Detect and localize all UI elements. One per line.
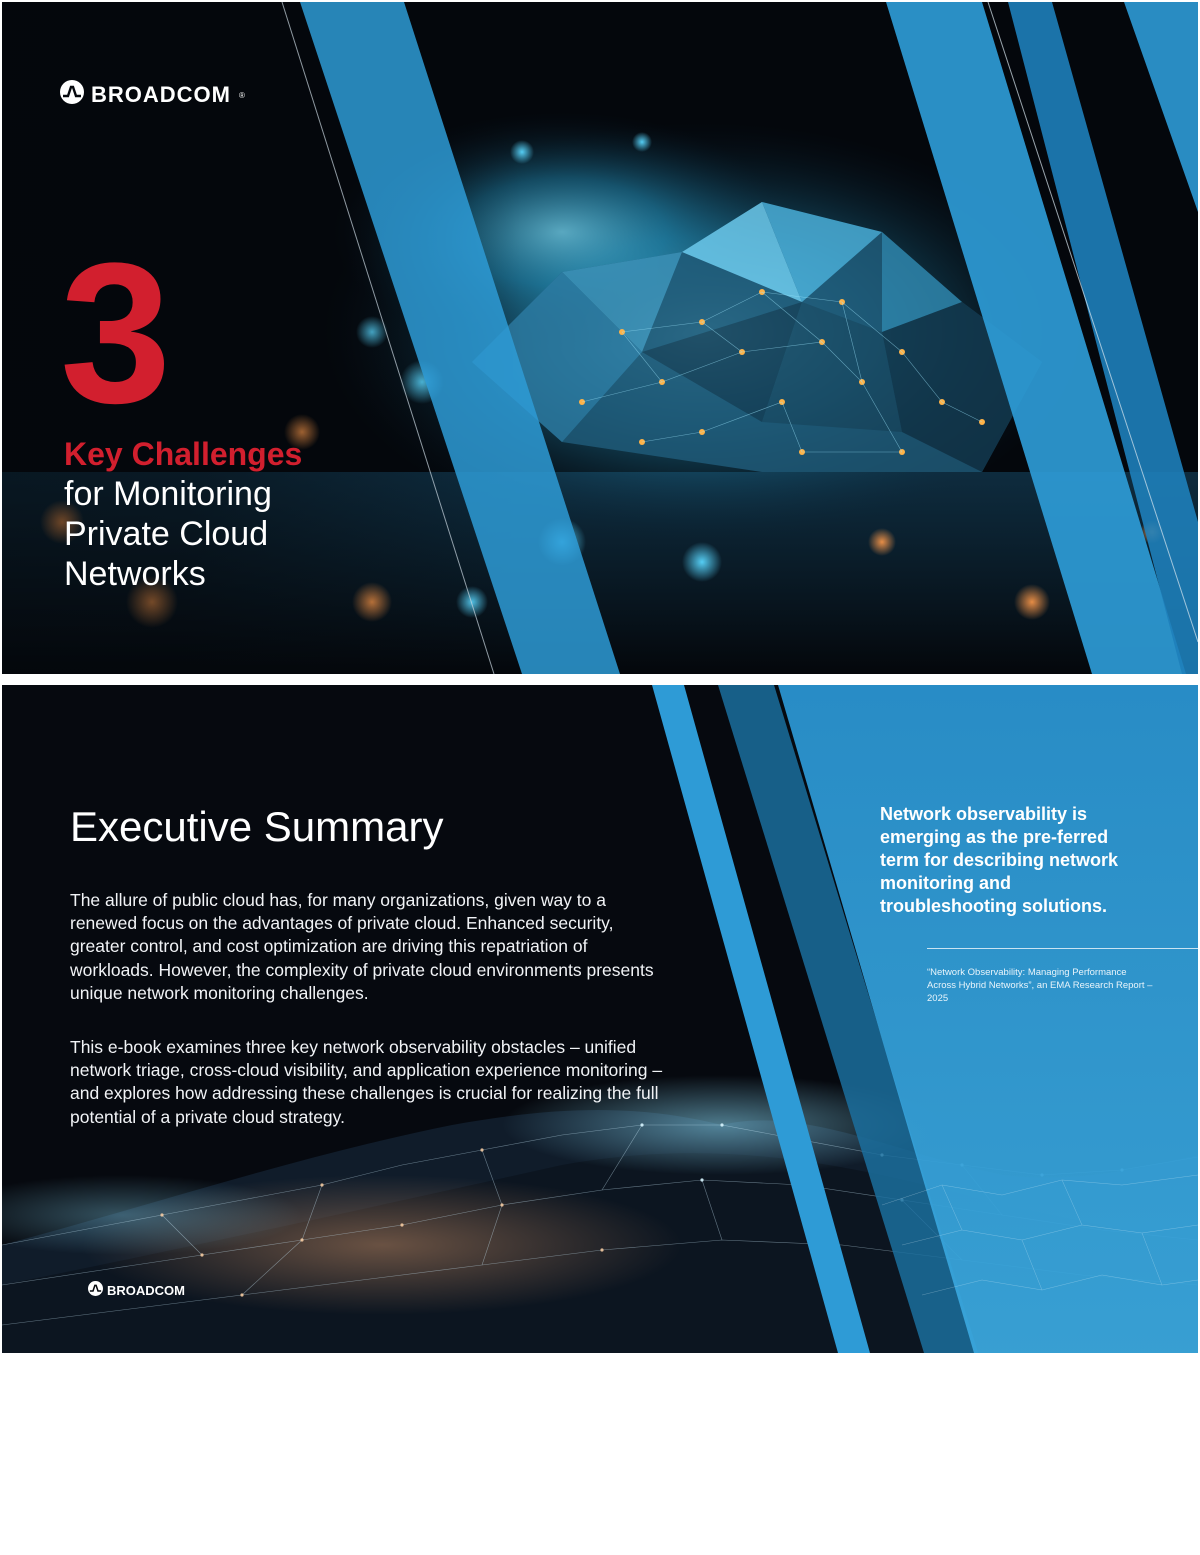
cover-title-line: Private Cloud [64,515,269,553]
cover-title-accent: Key Challenges [64,436,303,472]
brand-name: BROADCOM [91,82,231,107]
executive-summary-page [2,685,1198,1353]
broadcom-logo-footer [88,1281,185,1299]
page-title: Executive Summary [70,803,444,850]
cover-title [64,434,302,594]
broadcom-logo-icon [88,1281,103,1299]
cover-title-line: for Monitoring [64,475,272,513]
cover-page [2,2,1198,674]
broadcom-logo-icon [60,80,84,110]
summary-paragraph: The allure of public cloud has, for many organizations, given way to a renewed focus on the advantages of private cloud. Enhanced security, greater control, and cost optimization are driving this repatriation of workloads. However, the complexity of private cloud environments presents unique network monitoring challenges. [70,890,654,1003]
broadcom-logo: BROADCOM ® [60,80,246,110]
challenge-count: 3 [60,222,168,445]
brand-name: BROADCOM [107,1282,185,1298]
summary-paragraph: This e-book examines three key network observability obstacles – unified network triage, cross-cloud visibility, and application experience monitoring – and explores how addressing these challenges is crucial for realizing the full potential of a private cloud strategy. [70,1037,663,1127]
cover-title-line: Networks [64,555,206,593]
pull-quote: Network observability is emerging as the pre-ferred term for describing network monitoring and troubleshooting solutions. [880,804,1119,916]
quote-divider [927,948,1198,949]
quote-citation: “Network Observability: Managing Performance Across Hybrid Networks”, an EMA Research Report – 2025 [927,967,1153,1004]
summary-background-artwork [2,685,1198,1353]
